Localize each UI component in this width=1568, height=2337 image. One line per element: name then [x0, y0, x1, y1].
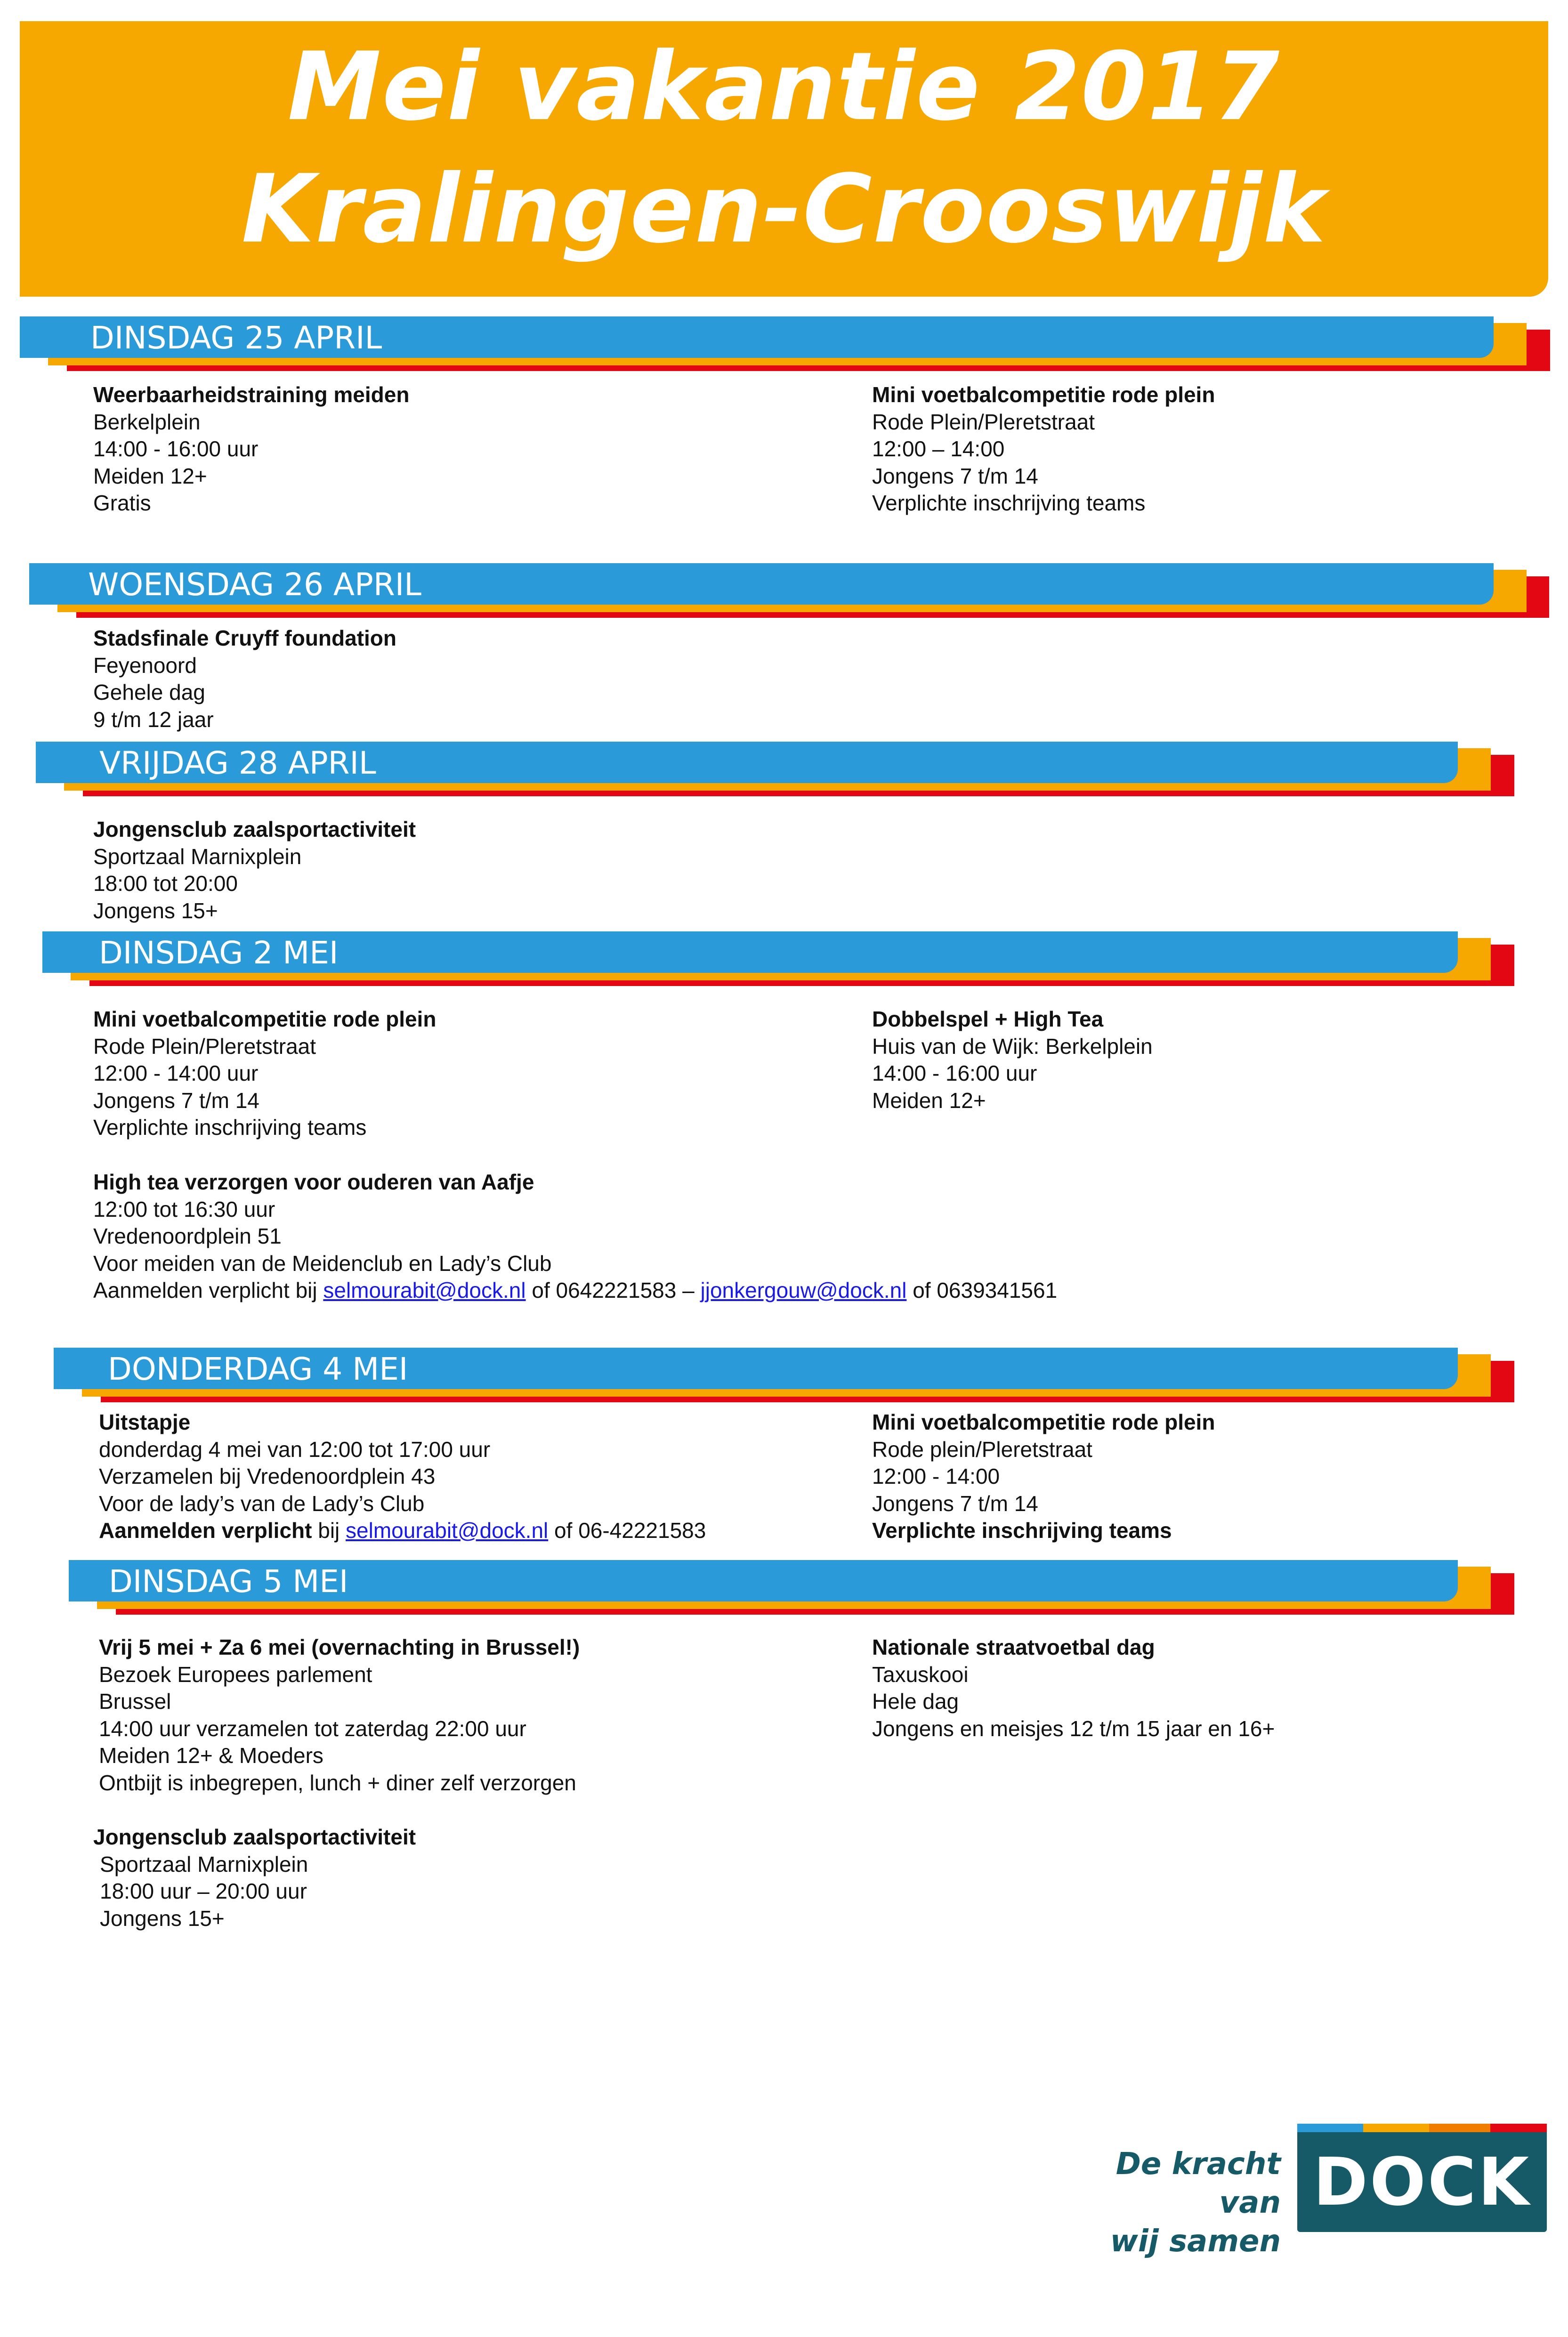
event-line: Feyenoord [93, 653, 197, 678]
event-line: 12:00 - 14:00 uur [93, 1061, 259, 1085]
event-title: Jongensclub zaalsportactiviteit [93, 1825, 416, 1849]
event-d6-right [872, 1634, 1275, 1742]
event-line: Hele dag [872, 1689, 959, 1714]
day-label: DINSDAG 25 APRIL [90, 320, 382, 356]
event-line: Berkelplein [93, 409, 201, 434]
logo-tagline-line: De kracht van [1115, 2147, 1281, 2220]
logo-tagline [1083, 2145, 1281, 2261]
day-header-4 [42, 931, 1514, 988]
day-label: DINSDAG 5 MEI [109, 1563, 348, 1600]
event-line: Brussel [99, 1689, 171, 1714]
event-line: Meiden 12+ [93, 463, 207, 488]
event-line: Jongens en meisjes 12 t/m 15 jaar en 16+ [872, 1716, 1275, 1741]
event-d4-hightea [93, 1169, 1057, 1304]
event-line: Gratis [93, 491, 151, 515]
event-title: Weerbaarheidstraining meiden [93, 382, 410, 407]
event-line: Taxuskooi [872, 1662, 969, 1687]
event-line: Sportzaal Marnixplein [93, 844, 302, 869]
event-d5-right [872, 1409, 1215, 1545]
dock-logo [1297, 2128, 1547, 2232]
event-title: High tea verzorgen voor ouderen van Aafje [93, 1170, 534, 1194]
event-line: 18:00 uur – 20:00 uur [100, 1879, 307, 1903]
event-line: Voor meiden van de Meidenclub en Lady’s Club [93, 1251, 552, 1276]
event-line: Verplichte inschrijving teams [93, 1115, 367, 1140]
event-line: Rode Plein/Pleretstraat [93, 1034, 316, 1059]
day-header-2 [29, 563, 1549, 620]
event-line: Rode Plein/Pleretstraat [872, 409, 1095, 434]
event-line: 18:00 tot 20:00 [93, 871, 238, 896]
event-line: Jongens 7 t/m 14 [93, 1088, 259, 1113]
day-header-1 [20, 316, 1550, 373]
day-header-5 [54, 1348, 1514, 1404]
email-link-selmourabit[interactable]: selmourabit@dock.nl [323, 1278, 526, 1302]
event-title: Jongensclub zaalsportactiviteit [93, 817, 416, 841]
signup-text: Aanmelden verplicht bij [93, 1278, 323, 1302]
event-line: donderdag 4 mei van 12:00 tot 17:00 uur [99, 1437, 491, 1462]
day-label: VRIJDAG 28 APRIL [99, 745, 376, 781]
email-link-jjonkergouw[interactable]: jjonkergouw@dock.nl [700, 1278, 907, 1302]
page-title: Mei vakantie 2017 [287, 32, 1281, 142]
event-d4-left [93, 1006, 436, 1141]
logo-stripe [1490, 2124, 1547, 2132]
email-link-selmourabit[interactable]: selmourabit@dock.nl [346, 1518, 549, 1543]
event-line: Sportzaal Marnixplein [100, 1852, 308, 1876]
event-line: Jongens 15+ [93, 898, 218, 923]
signup-text: of 0642221583 – [525, 1278, 701, 1302]
signup-text: of 06-42221583 [548, 1518, 706, 1543]
event-line: 12:00 – 14:00 [872, 437, 1005, 461]
page-subtitle: Kralingen-Crooswijk [241, 154, 1327, 264]
logo-stripe [1429, 2124, 1490, 2132]
event-line: Meiden 12+ & Moeders [99, 1743, 323, 1768]
day-label: WOENSDAG 26 APRIL [88, 566, 421, 603]
logo-wordmark: DOCK [1313, 2144, 1531, 2221]
event-title: Nationale straatvoetbal dag [872, 1635, 1155, 1659]
event-line: 14:00 - 16:00 uur [872, 1061, 1037, 1085]
logo-tagline-line: wij samen [1110, 2224, 1281, 2259]
logo-stripe [1297, 2124, 1363, 2132]
signup-text: Aanmelden verplicht [99, 1518, 312, 1543]
event-line: Jongens 15+ [100, 1906, 225, 1931]
event-line: Gehele dag [93, 680, 205, 704]
event-title: Stadsfinale Cruyff foundation [93, 626, 396, 650]
event-line: 14:00 - 16:00 uur [93, 437, 259, 461]
event-d2-left [93, 625, 396, 733]
day-label: DINSDAG 2 MEI [99, 935, 339, 971]
event-d5-left [99, 1409, 706, 1545]
event-line: 9 t/m 12 jaar [93, 707, 214, 732]
signup-line [99, 1517, 706, 1545]
event-line: 12:00 - 14:00 [872, 1464, 1000, 1488]
event-title: Mini voetbalcompetitie rode plein [872, 1410, 1215, 1434]
event-line: Rode plein/Pleretstraat [872, 1437, 1092, 1462]
event-line: 14:00 uur verzamelen tot zaterdag 22:00 uur [99, 1716, 526, 1741]
event-d6-left [99, 1634, 580, 1796]
day-header-6 [69, 1560, 1514, 1617]
header-banner [20, 21, 1548, 297]
event-d3-left [93, 816, 416, 924]
event-title: Vrij 5 mei + Za 6 mei (overnachting in Brussel!) [99, 1635, 580, 1659]
signup-text: of 0639341561 [906, 1278, 1058, 1302]
event-line: Jongens 7 t/m 14 [872, 463, 1038, 488]
event-title: Mini voetbalcompetitie rode plein [93, 1007, 436, 1031]
event-line: Verzamelen bij Vredenoordplein 43 [99, 1464, 436, 1488]
event-line: Voor de lady’s van de Lady’s Club [99, 1491, 425, 1516]
day-header-3 [36, 742, 1514, 798]
event-d1-left [93, 381, 409, 517]
signup-text: bij [312, 1518, 346, 1543]
event-d4-right [872, 1006, 1153, 1114]
event-line: Verplichte inschrijving teams [872, 491, 1146, 515]
event-d6-club [93, 1824, 416, 1932]
day-label: DONDERDAG 4 MEI [108, 1351, 408, 1387]
event-line: Bezoek Europees parlement [99, 1662, 372, 1687]
event-line: Meiden 12+ [872, 1088, 986, 1113]
event-line: 12:00 tot 16:30 uur [93, 1197, 275, 1221]
event-line: Verplichte inschrijving teams [872, 1518, 1172, 1543]
event-title: Dobbelspel + High Tea [872, 1007, 1104, 1031]
event-d1-right [872, 381, 1215, 517]
event-line: Huis van de Wijk: Berkelplein [872, 1034, 1153, 1059]
logo-stripe [1363, 2124, 1429, 2132]
event-line: Jongens 7 t/m 14 [872, 1491, 1038, 1516]
signup-line [93, 1277, 1057, 1304]
event-title: Mini voetbalcompetitie rode plein [872, 382, 1215, 407]
event-title: Uitstapje [99, 1410, 191, 1434]
event-line: Ontbijt is inbegrepen, lunch + diner zelf verzorgen [99, 1770, 576, 1795]
event-line: Vredenoordplein 51 [93, 1224, 282, 1248]
